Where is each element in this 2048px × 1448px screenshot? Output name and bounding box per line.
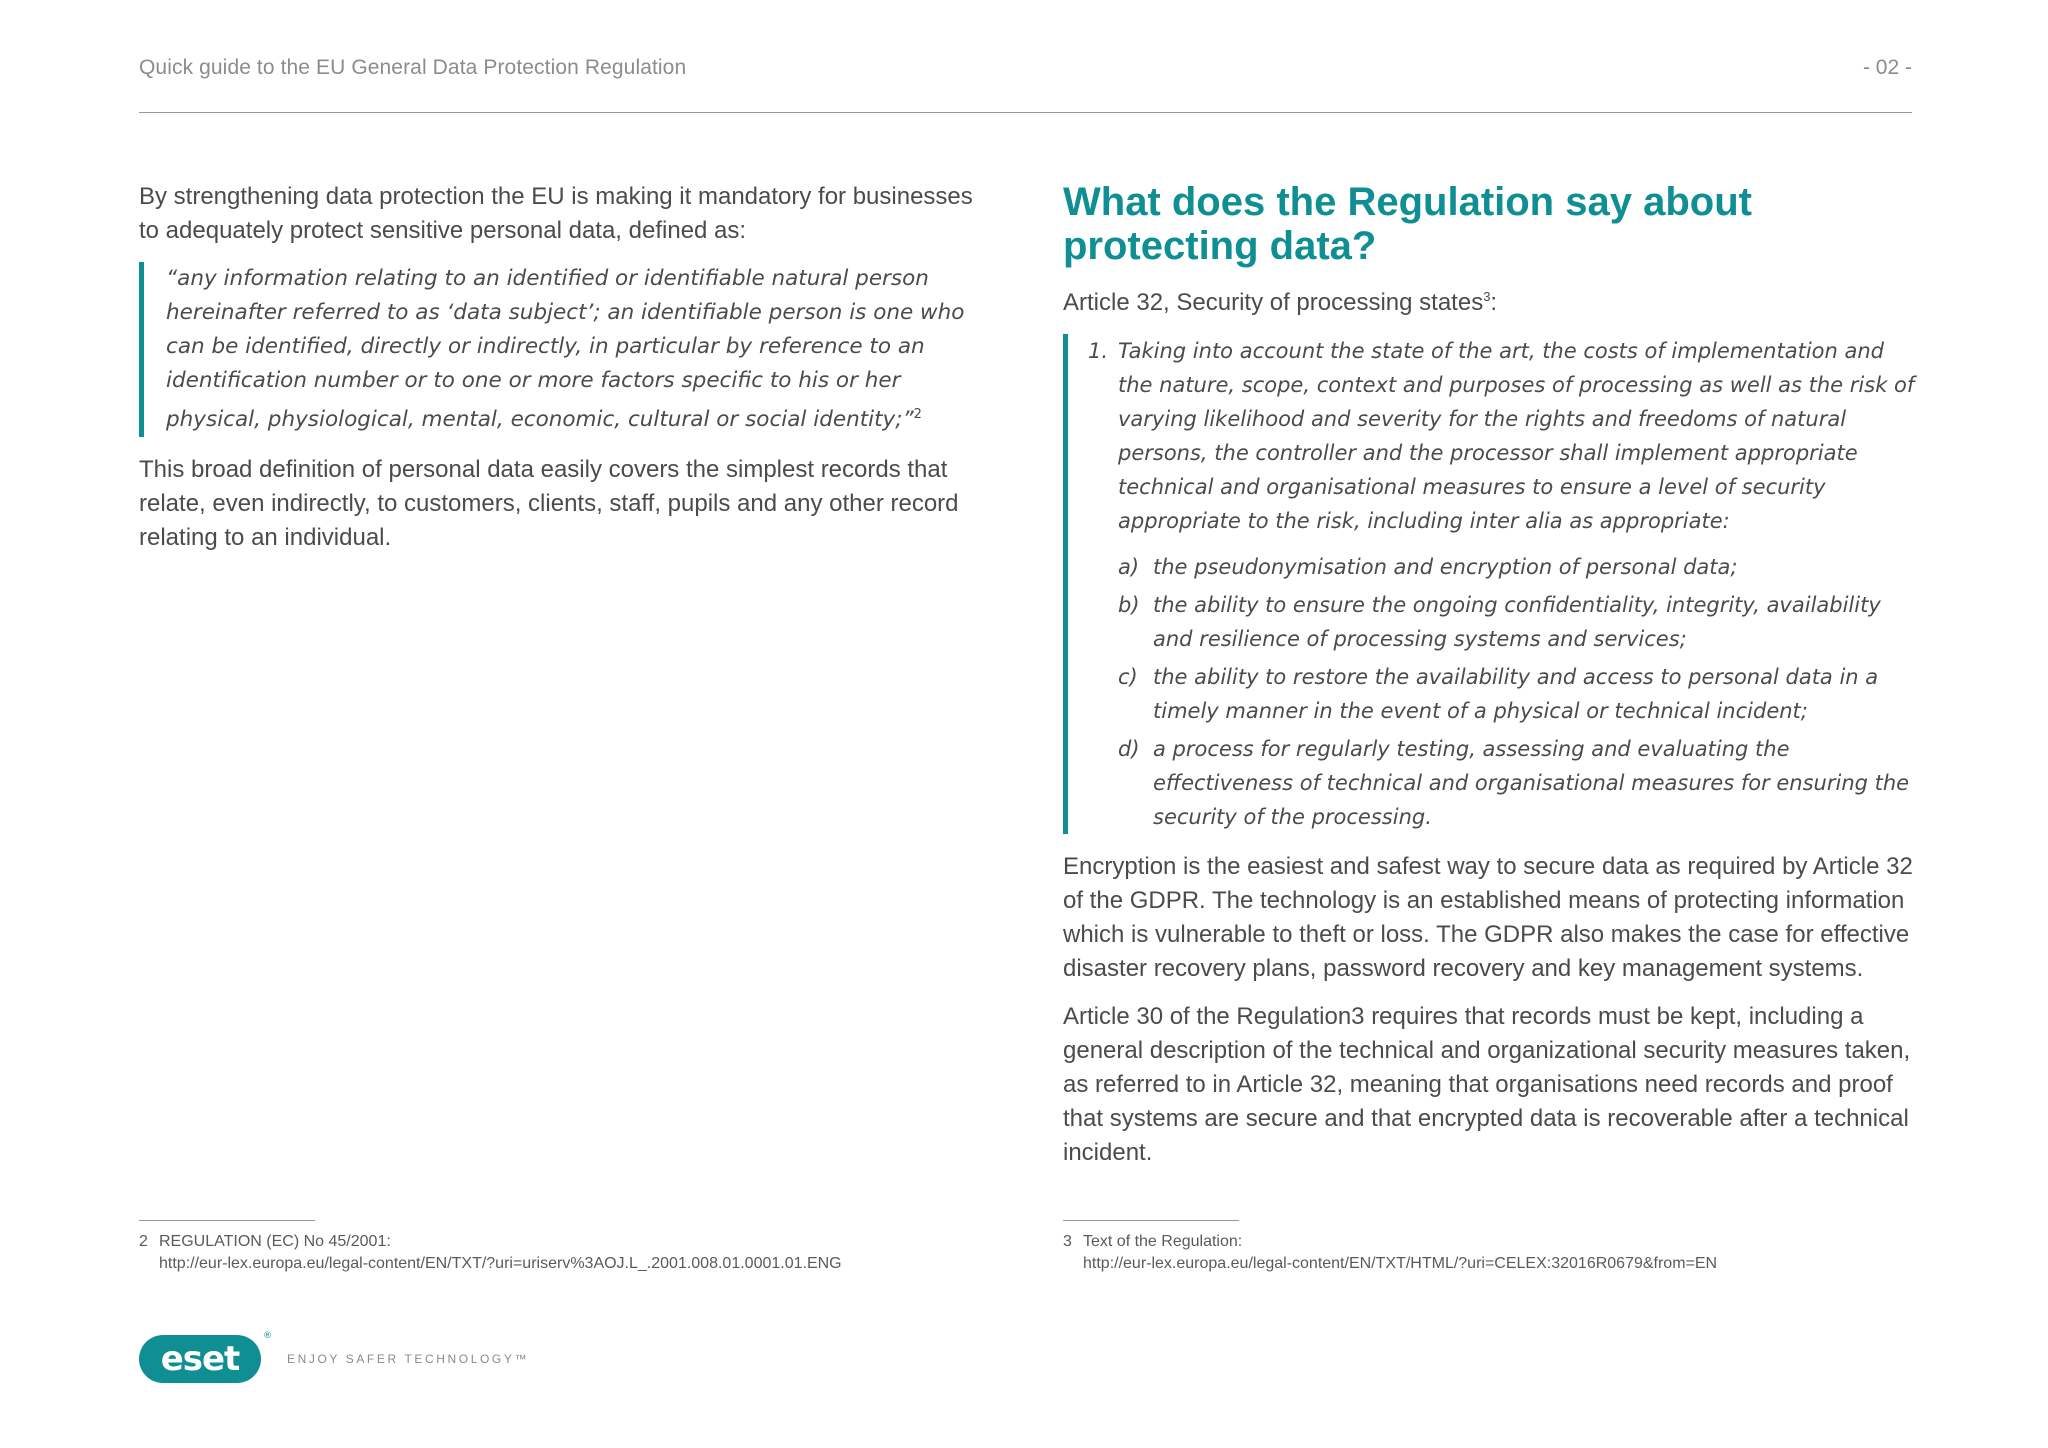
list-item-letter: a) — [1118, 555, 1140, 579]
right-column — [1063, 180, 1923, 1184]
footnote-label: REGULATION (EC) No 45/2001: — [159, 1233, 391, 1250]
article-intro-colon: : — [1490, 289, 1498, 316]
point-number: 1. — [1088, 339, 1109, 363]
list-item-letter: d) — [1118, 737, 1140, 761]
header-divider — [139, 112, 1912, 113]
section-heading: What does the Regulation say about protecting data? — [1063, 180, 1752, 268]
list-item-text: the ability to restore the availability and access to personal data in a timely manner in the event of a physical or technical incident; — [1153, 665, 1879, 723]
footnote-label: Text of the Regulation: — [1083, 1233, 1243, 1250]
list-item-letter: c) — [1118, 665, 1138, 689]
sub-item-list — [1118, 550, 1923, 834]
encryption-paragraph: Encryption is the easiest and safest way to secure data as required by Article 32 of the GDPR. The technology is an established means of protecting information which is vulnerable to theft or loss. The GDPR also makes the case for effective disaster recovery plans, password recovery and key management systems. — [1063, 853, 1913, 982]
footnote-number: 2 — [139, 1233, 148, 1250]
footnote-number: 3 — [1063, 1233, 1072, 1250]
list-item-text: the ability to ensure the ongoing confidentiality, integrity, availability and resilience of processing systems and services; — [1153, 593, 1881, 651]
eset-logo — [139, 1331, 530, 1383]
list-item-letter: b) — [1118, 593, 1140, 617]
footnote-ref-2: 2 — [913, 407, 922, 422]
list-item — [1118, 588, 1923, 656]
footnote-url-link[interactable]: http://eur-lex.europa.eu/legal-content/EN/TXT/?uri=uriserv%3AOJ.L_.2001.008.01.0001.01.ENG — [159, 1255, 842, 1272]
list-item — [1118, 550, 1923, 584]
quote-text: “any information relating to an identified or identifiable natural person hereinafter referred to as ‘data subject’; an identifiable person is one who can be identified, directly or indirectly, in particular by reference to an identification number or to one or more factors specific to his or her physical, physiological, mental, economic, cultural or social identity;” — [166, 266, 965, 433]
list-item — [1118, 660, 1923, 728]
list-item — [1118, 732, 1923, 834]
logo-brand-text: eset — [160, 1339, 240, 1379]
footnote-3 — [1063, 1231, 1943, 1275]
footnote-divider-left — [139, 1220, 315, 1221]
page-number: - 02 - — [1862, 56, 1912, 79]
list-item-text: a process for regularly testing, assessing and evaluating the effectiveness of technical and organisational measures for ensuring the security of the processing. — [1153, 737, 1910, 829]
intro-paragraph: By strengthening data protection the EU is making it mandatory for businesses to adequately protect sensitive personal data, defined as: — [139, 183, 973, 244]
eset-logo-mark — [139, 1331, 271, 1383]
definition-quote — [139, 262, 999, 437]
point-text: Taking into account the state of the art, the costs of implementation and the nature, scope, context and purposes of processing as well as the risk of varying likelihood and severity for the rights and freedoms of natural persons, the controller and the processor shall implement appropriate technical and organisational measures to ensure a level of security appropriate to the risk, including inter alia as appropriate: — [1118, 339, 1915, 533]
article-point — [1088, 334, 1923, 538]
running-header-title: Quick guide to the EU General Data Protection Regulation — [139, 56, 687, 79]
left-column — [139, 180, 999, 569]
logo-tagline: ENJOY SAFER TECHNOLOGY™ — [287, 1352, 530, 1366]
footnote-url-link[interactable]: http://eur-lex.europa.eu/legal-content/EN/TXT/HTML/?uri=CELEX:32016R0679&from=EN — [1083, 1255, 1718, 1272]
footnote-2 — [139, 1231, 1019, 1275]
article-intro — [1063, 280, 1923, 320]
definition-paragraph: This broad definition of personal data easily covers the simplest records that relate, even indirectly, to customers, clients, staff, pupils and any other record relating to an individual. — [139, 456, 959, 552]
list-item-text: the pseudonymisation and encryption of personal data; — [1153, 555, 1738, 579]
article-intro-text: Article 32, Security of processing states — [1063, 289, 1484, 316]
registered-mark: ® — [263, 1331, 271, 1341]
footnote-ref-3: 3 — [1483, 289, 1491, 304]
article-quote-block — [1063, 334, 1923, 834]
footnote-divider-right — [1063, 1220, 1239, 1221]
article-30-paragraph: Article 30 of the Regulation3 requires that records must be kept, including a general description of the technical and organizational security measures taken, as referred to in Article 32, meaning that organisations need records and proof that systems are secure and that encrypted data is recoverable after a technical incident. — [1063, 1003, 1911, 1166]
